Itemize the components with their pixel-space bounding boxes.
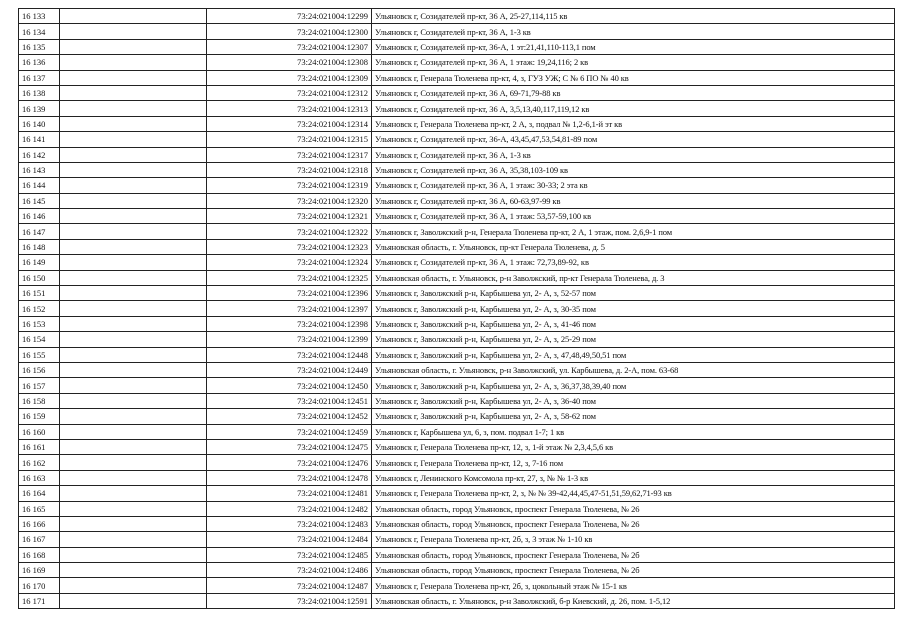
address-cell: Ульяновск г, Заволжский р-н, Карбышева ул, 2- А, з, 30-35 пом	[372, 301, 895, 316]
table-row	[19, 24, 895, 39]
table-row	[19, 301, 895, 316]
row-number-cell: 16 144	[19, 178, 60, 193]
table-row	[19, 316, 895, 331]
cadastral-number-cell: 73:24:021004:12486	[207, 563, 372, 578]
empty-cell	[60, 270, 207, 285]
cadastral-number-cell: 73:24:021004:12398	[207, 316, 372, 331]
table-row	[19, 532, 895, 547]
empty-cell	[60, 9, 207, 24]
address-cell: Ульяновская область, г. Ульяновск, р-н Заволжский, б-р Киевский, д. 26, пом. 1-5,12	[372, 593, 895, 608]
address-cell: Ульяновск г, Заволжский р-н, Карбышева ул, 2- А, з, 41-46 пом	[372, 316, 895, 331]
empty-cell	[60, 132, 207, 147]
address-cell: Ульяновск г, Заволжский р-н, Карбышева ул, 2- А, з, 58-62 пом	[372, 409, 895, 424]
address-cell: Ульяновск г, Генерала Тюленева пр-кт, 4, з, ГУЗ УЖ; С № 6 ПО № 40 кв	[372, 70, 895, 85]
row-number-cell: 16 154	[19, 332, 60, 347]
address-cell: Ульяновская область, г. Ульяновск, р-н Заволжский, ул. Карбышева, д. 2-А, пом. 63-68	[372, 362, 895, 377]
empty-cell	[60, 162, 207, 177]
cadastral-number-cell: 73:24:021004:12483	[207, 516, 372, 531]
table-row	[19, 193, 895, 208]
table-row	[19, 563, 895, 578]
table-row	[19, 439, 895, 454]
empty-cell	[60, 347, 207, 362]
empty-cell	[60, 286, 207, 301]
row-number-cell: 16 168	[19, 547, 60, 562]
table-row	[19, 470, 895, 485]
cadastral-number-cell: 73:24:021004:12309	[207, 70, 372, 85]
document-page	[18, 8, 895, 609]
table-row	[19, 147, 895, 162]
cadastral-number-cell: 73:24:021004:12322	[207, 224, 372, 239]
row-number-cell: 16 157	[19, 378, 60, 393]
row-number-cell: 16 134	[19, 24, 60, 39]
row-number-cell: 16 156	[19, 362, 60, 377]
cadastral-number-cell: 73:24:021004:12451	[207, 393, 372, 408]
empty-cell	[60, 193, 207, 208]
row-number-cell: 16 145	[19, 193, 60, 208]
address-cell: Ульяновск г, Созидателей пр-кт, 36 А, 1-3 кв	[372, 24, 895, 39]
cadastral-number-cell: 73:24:021004:12481	[207, 486, 372, 501]
cadastral-number-cell: 73:24:021004:12318	[207, 162, 372, 177]
address-cell: Ульяновск г, Созидателей пр-кт, 36 А, 25-27,114,115 кв	[372, 9, 895, 24]
empty-cell	[60, 362, 207, 377]
table-row	[19, 516, 895, 531]
address-cell: Ульяновск г, Созидателей пр-кт, 36 А, 69-71,79-88 кв	[372, 85, 895, 100]
cadastral-number-cell: 73:24:021004:12315	[207, 132, 372, 147]
table-row	[19, 455, 895, 470]
table-row	[19, 9, 895, 24]
empty-cell	[60, 255, 207, 270]
address-cell: Ульяновск г, Ленинского Комсомола пр-кт, 27, з, № № 1-3 кв	[372, 470, 895, 485]
row-number-cell: 16 139	[19, 101, 60, 116]
row-number-cell: 16 164	[19, 486, 60, 501]
cadastral-number-cell: 73:24:021004:12308	[207, 55, 372, 70]
address-cell: Ульяновск г, Созидателей пр-кт, 36 А, 1 этаж: 30-33; 2 эта кв	[372, 178, 895, 193]
address-cell: Ульяновск г, Созидателей пр-кт, 36 А, 60-63,97-99 кв	[372, 193, 895, 208]
empty-cell	[60, 532, 207, 547]
row-number-cell: 16 161	[19, 439, 60, 454]
address-cell: Ульяновск г, Созидателей пр-кт, 36 А, 3,5,13,40,117,119,12 кв	[372, 101, 895, 116]
cadastral-number-cell: 73:24:021004:12325	[207, 270, 372, 285]
row-number-cell: 16 166	[19, 516, 60, 531]
row-number-cell: 16 150	[19, 270, 60, 285]
cadastral-number-cell: 73:24:021004:12449	[207, 362, 372, 377]
empty-cell	[60, 578, 207, 593]
address-cell: Ульяновск г, Заволжский р-н, Карбышева ул, 2- А, з, 36-40 пом	[372, 393, 895, 408]
empty-cell	[60, 70, 207, 85]
empty-cell	[60, 39, 207, 54]
cadastral-number-cell: 73:24:021004:12476	[207, 455, 372, 470]
address-cell: Ульяновск г, Заволжский р-н, Генерала Тюленева пр-кт, 2 А, 1 этаж, пом. 2,6,9-1 пом	[372, 224, 895, 239]
row-number-cell: 16 155	[19, 347, 60, 362]
cadastral-number-cell: 73:24:021004:12299	[207, 9, 372, 24]
empty-cell	[60, 316, 207, 331]
table-row	[19, 162, 895, 177]
address-cell: Ульяновск г, Генерала Тюленева пр-кт, 2, з, № № 39-42,44,45,47-51,51,59,62,71-93 кв	[372, 486, 895, 501]
row-number-cell: 16 162	[19, 455, 60, 470]
table-row	[19, 224, 895, 239]
table-row	[19, 132, 895, 147]
cadastral-number-cell: 73:24:021004:12313	[207, 101, 372, 116]
table-row	[19, 116, 895, 131]
table-row	[19, 578, 895, 593]
row-number-cell: 16 151	[19, 286, 60, 301]
row-number-cell: 16 133	[19, 9, 60, 24]
table-row	[19, 424, 895, 439]
row-number-cell: 16 171	[19, 593, 60, 608]
row-number-cell: 16 136	[19, 55, 60, 70]
row-number-cell: 16 140	[19, 116, 60, 131]
address-cell: Ульяновская область, г. Ульяновск, р-н Заволжский, пр-кт Генерала Тюленева, д. 3	[372, 270, 895, 285]
cadastral-number-cell: 73:24:021004:12475	[207, 439, 372, 454]
row-number-cell: 16 135	[19, 39, 60, 54]
table-row	[19, 409, 895, 424]
table-row	[19, 178, 895, 193]
address-cell: Ульяновская область, город Ульяновск, проспект Генерала Тюленева, № 26	[372, 501, 895, 516]
table-row	[19, 55, 895, 70]
empty-cell	[60, 24, 207, 39]
cadastral-number-cell: 73:24:021004:12312	[207, 85, 372, 100]
cadastral-number-cell: 73:24:021004:12399	[207, 332, 372, 347]
table-row	[19, 393, 895, 408]
registry-table-body	[19, 9, 895, 609]
empty-cell	[60, 378, 207, 393]
empty-cell	[60, 101, 207, 116]
empty-cell	[60, 55, 207, 70]
cadastral-number-cell: 73:24:021004:12482	[207, 501, 372, 516]
address-cell: Ульяновск г, Генерала Тюленева пр-кт, 12, з, 7-16 пом	[372, 455, 895, 470]
table-row	[19, 362, 895, 377]
row-number-cell: 16 142	[19, 147, 60, 162]
address-cell: Ульяновская область, город Ульяновск, проспект Генерала Тюленева, № 26	[372, 516, 895, 531]
row-number-cell: 16 146	[19, 209, 60, 224]
empty-cell	[60, 301, 207, 316]
empty-cell	[60, 455, 207, 470]
cadastral-number-cell: 73:24:021004:12397	[207, 301, 372, 316]
table-row	[19, 70, 895, 85]
address-cell: Ульяновск г, Генерала Тюленева пр-кт, 12, з, 1-й этаж № 2,3,4,5,6 кв	[372, 439, 895, 454]
address-cell: Ульяновск г, Созидателей пр-кт, 36 А, 35,38,103-109 кв	[372, 162, 895, 177]
row-number-cell: 16 169	[19, 563, 60, 578]
address-cell: Ульяновская область, город Ульяновск, проспект Генерала Тюленева, № 2б	[372, 547, 895, 562]
table-row	[19, 101, 895, 116]
empty-cell	[60, 501, 207, 516]
address-cell: Ульяновск г, Созидателей пр-кт, 36-А, 43,45,47,53,54,81-89 пом	[372, 132, 895, 147]
address-cell: Ульяновск г, Созидателей пр-кт, 36 А, 1-3 кв	[372, 147, 895, 162]
cadastral-number-cell: 73:24:021004:12459	[207, 424, 372, 439]
empty-cell	[60, 224, 207, 239]
empty-cell	[60, 516, 207, 531]
table-row	[19, 286, 895, 301]
table-row	[19, 486, 895, 501]
table-row	[19, 39, 895, 54]
table-row	[19, 332, 895, 347]
cadastral-number-cell: 73:24:021004:12323	[207, 239, 372, 254]
row-number-cell: 16 158	[19, 393, 60, 408]
row-number-cell: 16 170	[19, 578, 60, 593]
row-number-cell: 16 152	[19, 301, 60, 316]
table-row	[19, 255, 895, 270]
address-cell: Ульяновская область, г. Ульяновск, пр-кт Генерала Тюленева, д. 5	[372, 239, 895, 254]
cadastral-number-cell: 73:24:021004:12487	[207, 578, 372, 593]
cadastral-number-cell: 73:24:021004:12321	[207, 209, 372, 224]
empty-cell	[60, 547, 207, 562]
empty-cell	[60, 424, 207, 439]
cadastral-number-cell: 73:24:021004:12320	[207, 193, 372, 208]
table-row	[19, 501, 895, 516]
address-cell: Ульяновск г, Заволжский р-н, Карбышева ул, 2- А, з, 25-29 пом	[372, 332, 895, 347]
row-number-cell: 16 159	[19, 409, 60, 424]
address-cell: Ульяновск г, Генерала Тюленева пр-кт, 2б, з, цокольный этаж № 15-1 кв	[372, 578, 895, 593]
row-number-cell: 16 143	[19, 162, 60, 177]
empty-cell	[60, 178, 207, 193]
table-row	[19, 547, 895, 562]
address-cell: Ульяновск г, Генерала Тюленева пр-кт, 2 А, з, подвал № 1,2-6,1-й эт кв	[372, 116, 895, 131]
address-cell: Ульяновск г, Карбышева ул, 6, з, пом. подвал 1-7; 1 кв	[372, 424, 895, 439]
address-cell: Ульяновск г, Заволжский р-н, Карбышева ул, 2- А, з, 52-57 пом	[372, 286, 895, 301]
row-number-cell: 16 148	[19, 239, 60, 254]
table-row	[19, 85, 895, 100]
table-row	[19, 209, 895, 224]
empty-cell	[60, 393, 207, 408]
address-cell: Ульяновск г, Созидателей пр-кт, 36 А, 1 этаж: 19,24,116; 2 кв	[372, 55, 895, 70]
row-number-cell: 16 160	[19, 424, 60, 439]
table-row	[19, 378, 895, 393]
cadastral-number-cell: 73:24:021004:12317	[207, 147, 372, 162]
cadastral-number-cell: 73:24:021004:12319	[207, 178, 372, 193]
empty-cell	[60, 116, 207, 131]
table-row	[19, 239, 895, 254]
cadastral-number-cell: 73:24:021004:12314	[207, 116, 372, 131]
cadastral-number-cell: 73:24:021004:12450	[207, 378, 372, 393]
row-number-cell: 16 153	[19, 316, 60, 331]
row-number-cell: 16 167	[19, 532, 60, 547]
row-number-cell: 16 165	[19, 501, 60, 516]
cadastral-number-cell: 73:24:021004:12396	[207, 286, 372, 301]
row-number-cell: 16 149	[19, 255, 60, 270]
empty-cell	[60, 486, 207, 501]
table-row	[19, 347, 895, 362]
registry-table	[18, 8, 895, 609]
empty-cell	[60, 239, 207, 254]
cadastral-number-cell: 73:24:021004:12448	[207, 347, 372, 362]
cadastral-number-cell: 73:24:021004:12307	[207, 39, 372, 54]
cadastral-number-cell: 73:24:021004:12300	[207, 24, 372, 39]
empty-cell	[60, 439, 207, 454]
empty-cell	[60, 409, 207, 424]
empty-cell	[60, 563, 207, 578]
empty-cell	[60, 85, 207, 100]
row-number-cell: 16 163	[19, 470, 60, 485]
row-number-cell: 16 147	[19, 224, 60, 239]
cadastral-number-cell: 73:24:021004:12478	[207, 470, 372, 485]
table-row	[19, 593, 895, 608]
address-cell: Ульяновск г, Созидателей пр-кт, 36 А, 1 этаж: 53,57-59,100 кв	[372, 209, 895, 224]
cadastral-number-cell: 73:24:021004:12452	[207, 409, 372, 424]
cadastral-number-cell: 73:24:021004:12324	[207, 255, 372, 270]
address-cell: Ульяновск г, Генерала Тюленева пр-кт, 2б, з, 3 этаж № 1-10 кв	[372, 532, 895, 547]
address-cell: Ульяновская область, город Ульяновск, проспект Генерала Тюленева, № 2б	[372, 563, 895, 578]
cadastral-number-cell: 73:24:021004:12484	[207, 532, 372, 547]
table-row	[19, 270, 895, 285]
empty-cell	[60, 209, 207, 224]
row-number-cell: 16 141	[19, 132, 60, 147]
address-cell: Ульяновск г, Заволжский р-н, Карбышева ул, 2- А, з, 47,48,49,50,51 пом	[372, 347, 895, 362]
empty-cell	[60, 470, 207, 485]
address-cell: Ульяновск г, Созидателей пр-кт, 36 А, 1 этаж: 72,73,89-92, кв	[372, 255, 895, 270]
row-number-cell: 16 138	[19, 85, 60, 100]
address-cell: Ульяновск г, Созидателей пр-кт, 36-А, 1 эт:21,41,110-113,1 пом	[372, 39, 895, 54]
empty-cell	[60, 332, 207, 347]
row-number-cell: 16 137	[19, 70, 60, 85]
empty-cell	[60, 593, 207, 608]
address-cell: Ульяновск г, Заволжский р-н, Карбышева ул, 2- А, з, 36,37,38,39,40 пом	[372, 378, 895, 393]
cadastral-number-cell: 73:24:021004:12591	[207, 593, 372, 608]
empty-cell	[60, 147, 207, 162]
cadastral-number-cell: 73:24:021004:12485	[207, 547, 372, 562]
